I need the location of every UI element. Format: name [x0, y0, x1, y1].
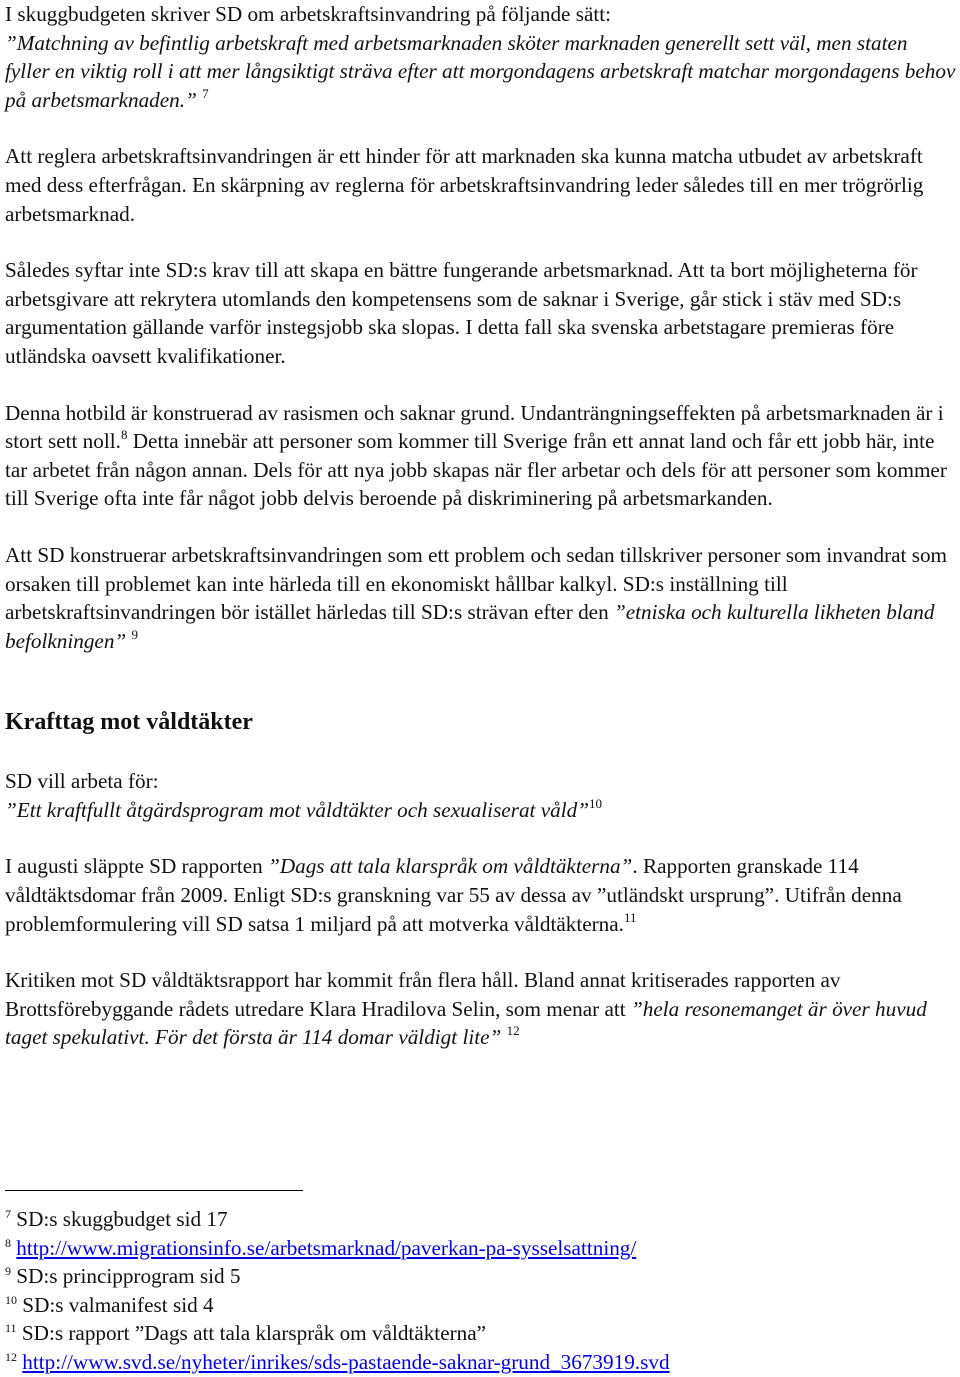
regulation-text-b: En skärpning av reglerna för arbetskraftsinvandring leder således till en mer trögrörlig arbetsmarknad.: [5, 172, 924, 226]
intro-text: I skuggbudgeten skriver SD om arbetskraftsinvandring på följande sätt:: [5, 2, 612, 26]
footnote-number: 9: [5, 1264, 11, 1279]
criticism-quote: ”hela resonemanget är över huvud taget spekulativt. För det första är 114 domar väldigt lite”: [5, 996, 927, 1050]
footnote-ref-12[interactable]: 12: [506, 1023, 520, 1039]
report-text-a: I augusti släppte SD rapporten: [5, 854, 269, 879]
footnote-number: 12: [5, 1349, 17, 1364]
report-text-b: . Rapporten granskade 114 våldtäktsdomar från 2009. Enligt SD:s granskning var 55 av dessa av ”utländskt ursprung”. Utifrån denna problemformulering vill SD satsa 1 miljard på att motverka våldtäkterna.: [5, 854, 902, 936]
footnote-ref-10[interactable]: 10: [589, 795, 603, 811]
paragraph-intro: [5, 0, 957, 114]
footnote-8: [5, 1234, 957, 1263]
footnote-text: SD:s principprogram sid 5: [16, 1264, 241, 1289]
sd-goal-quote: ”Ett kraftfullt åtgärdsprogram mot våldtäkter och sexualiserat våld”: [5, 797, 590, 822]
intro-quote: ”Matchning av befintlig arbetskraft med arbetsmarknaden sköter marknaden generellt sett väl, men staten fyller en viktig roll i att mer långsiktigt sträva efter att morgondagens arbetskraft matchar morgondagens behov på arbetsmarknaden.”: [5, 30, 956, 112]
paragraph-regulation: [5, 142, 957, 228]
threat-text-a: Denna hotbild är konstruerad av rasismen och saknar grund. Undanträngningseffekten på arbetsmarknaden är i stort sett noll.: [5, 400, 944, 454]
footnote-12: [5, 1348, 957, 1377]
construct-text: Att SD konstruerar arbetskraftsinvandringen som ett problem och sedan tillskriver personer som invandrat som orsaken till problemet kan inte härleda till en ekonomiskt hållbar kalkyl. SD:s inställning till arbetskraftsinvandringen bör istället härledas till SD:s strävan efter den: [5, 542, 948, 625]
footnote-link-migrationsinfo[interactable]: http://www.migrationsinfo.se/arbetsmarknad/paverkan-pa-sysselsattning/: [16, 1235, 637, 1260]
footnote-text: SD:s valmanifest sid 4: [22, 1292, 214, 1317]
construct-quote: ”etniska och kulturella likheten bland befolkningen”: [5, 600, 935, 653]
threat-text-b: Detta innebär att personer som kommer till Sverige från ett annat land och får ett jobb här, inte tar arbetet från någon annan. Dels för att nya jobb skapas när fler arbetar och dels för att personer som kommer till Sverige ofta inte får något jobb delvis beroende på diskriminering på arbetsmarkanden.: [5, 429, 947, 511]
footnote-number: 7: [5, 1207, 11, 1221]
footnotes: [5, 1190, 957, 1377]
footnote-7: [5, 1205, 957, 1234]
paragraph-threat: [5, 399, 957, 513]
footnote-ref-11[interactable]: 11: [623, 909, 637, 925]
purpose-text: Således syftar inte SD:s krav till att skapa en bättre fungerande arbetsmarknad. Att ta bort möjligheterna för arbetsgivare att rekrytera utomlands den kompetensens som de saknar i Sverige, går stick i stäv med SD:s argumentation gällande varför instegsjobb ska slopas. I detta fall ska svenska arbetstagare premieras före utländska oavsett kvalifikationer.: [5, 258, 918, 368]
footnote-11: [5, 1319, 957, 1348]
paragraph-report: [5, 852, 957, 938]
footnote-link-svd[interactable]: http://www.svd.se/nyheter/inrikes/sds-pastaende-saknar-grund_3673919.svd: [22, 1349, 670, 1374]
document-body: [5, 0, 957, 1052]
footnote-text: SD:s skuggbudget sid 17: [16, 1207, 228, 1231]
regulation-text-a: Att reglera arbetskraftsinvandringen är ett hinder för att marknaden ska kunna matcha utbudet av arbetskraft med dess efterfrågan.: [5, 144, 923, 197]
footnote-number: 8: [5, 1235, 11, 1250]
footnote-number: 10: [5, 1292, 17, 1307]
footnote-ref-8[interactable]: 8: [120, 427, 128, 443]
footnote-9: [5, 1262, 957, 1291]
footnote-10: [5, 1291, 957, 1320]
footnote-text: SD:s rapport ”Dags att tala klarspråk om våldtäkterna”: [21, 1321, 487, 1346]
criticism-text: Kritiken mot SD våldtäktsrapport har kommit från flera håll. Bland annat kritiserades rapporten av Brottsförebyggande rådets utredare Klara Hradilova Selin, som menar att: [5, 968, 841, 1021]
paragraph-purpose: [5, 256, 957, 370]
section-heading: Krafttag mot våldtäkter: [5, 709, 253, 736]
footnote-ref-7[interactable]: 7: [202, 85, 209, 101]
paragraph-sd-goal: [5, 767, 957, 824]
report-title-quote: ”Dags att tala klarspråk om våldtäkterna”: [268, 854, 633, 879]
footnote-ref-9[interactable]: 9: [131, 626, 139, 642]
sd-goal-text: SD vill arbeta för:: [5, 769, 159, 794]
paragraph-criticism: [5, 966, 957, 1052]
footnote-number: 11: [5, 1321, 17, 1336]
paragraph-construct: [5, 541, 957, 655]
